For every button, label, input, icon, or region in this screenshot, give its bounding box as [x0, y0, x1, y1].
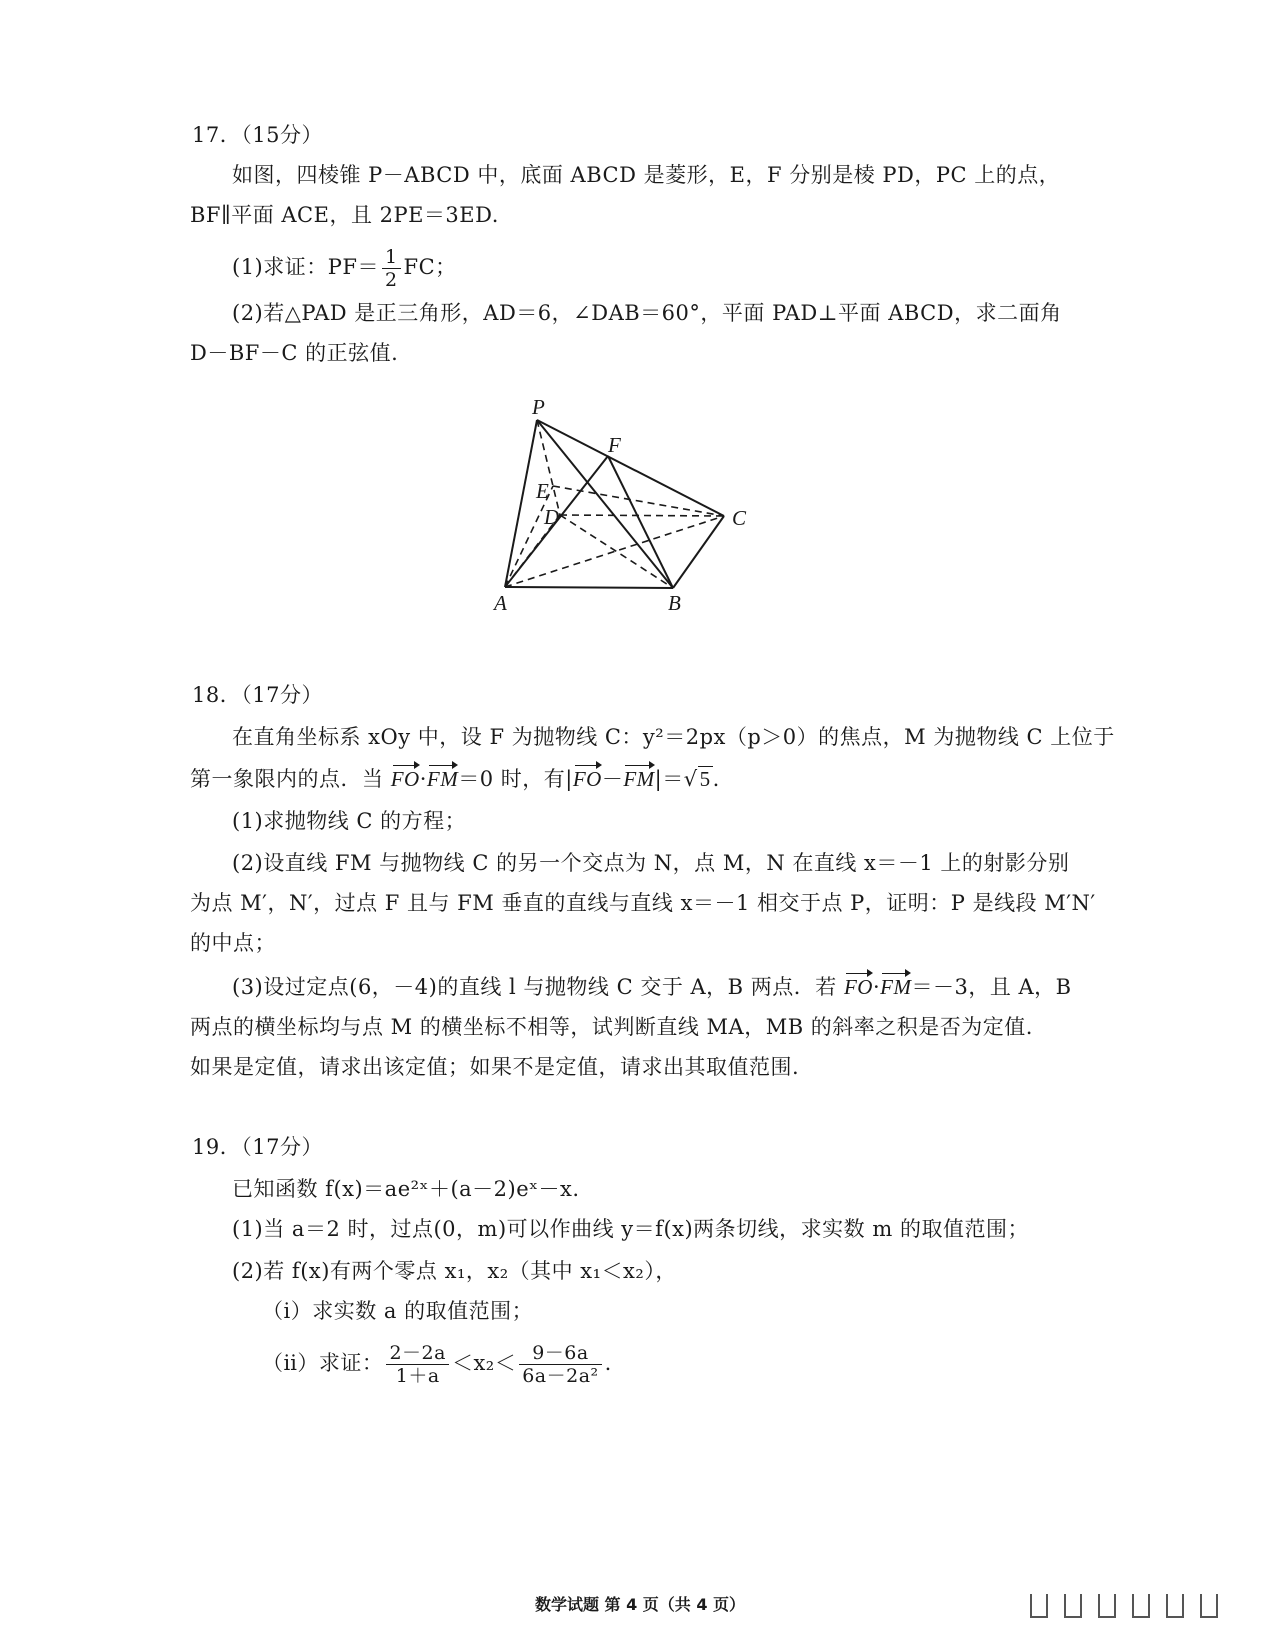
label-E: E: [536, 479, 549, 503]
edge-AB: [505, 587, 673, 588]
q19-part2-ii: [262, 1342, 612, 1387]
mark-2: [1064, 1594, 1082, 1618]
mark-4: [1132, 1594, 1150, 1618]
vector-FM: FM: [427, 764, 458, 794]
corner-marks: [1030, 1594, 1234, 1622]
fraction1-den: 1＋a: [395, 1365, 440, 1387]
page-footer: 数学试题 第 4 页（共 4 页）: [534, 1595, 746, 1614]
dot-operator-2: ·: [872, 975, 881, 999]
vector-FM-2: FM: [623, 764, 654, 794]
edge-PA: [505, 420, 537, 587]
edge-BC: [673, 516, 724, 588]
fraction2-den: 6a－2a²: [522, 1365, 599, 1387]
pyramid-figure: [480, 390, 780, 640]
q19-part2: (2)若 f(x)有两个零点 x₁，x₂（其中 x₁＜x₂），: [232, 1259, 677, 1283]
q17-fraction-num: 1: [382, 246, 401, 269]
fraction-upper-bound: [519, 1342, 601, 1387]
q17-header: 17．（15分）: [192, 123, 323, 147]
q18-part3-a: (3)设过定点(6，－4)的直线 l 与抛物线 C 交于 A，B 两点．若: [232, 975, 844, 999]
label-F: F: [608, 433, 621, 457]
q19-part1: (1)当 a＝2 时，过点(0，m)可以作曲线 y＝f(x)两条切线，求实数 m 的取值范围；: [232, 1217, 1029, 1241]
vector-FO: FO: [391, 764, 420, 794]
vector-FO-3: FO: [844, 972, 873, 1002]
q18-part2-line3: 的中点；: [190, 931, 276, 955]
mark-1: [1030, 1594, 1048, 1618]
q18-line2-a: 第一象限内的点．当: [190, 767, 391, 791]
sqrt-symbol: √: [683, 767, 698, 791]
dot-operator: ·: [419, 767, 427, 791]
mark-5: [1166, 1594, 1184, 1618]
label-D: D: [544, 505, 560, 529]
edge-DC: [560, 515, 724, 516]
q18-header: 18．（17分）: [192, 683, 323, 707]
q18-part3-line1: [232, 972, 1072, 1002]
q17-text-line1: 如图，四棱锥 P－ABCD 中，底面 ABCD 是菱形，E，F 分别是棱 PD，PC 上的点，: [232, 163, 1061, 187]
q18-part2-line1: (2)设直线 FM 与抛物线 C 的另一个交点为 N，点 M，N 在直线 x＝－1 上的射影分别: [232, 851, 1070, 875]
q18-part2-line2: 为点 M′，N′，过点 F 且与 FM 垂直的直线与直线 x＝－1 相交于点 P，证明：P 是线段 M′N′: [190, 891, 1096, 915]
q18-part3-line3: 如果是定值，请求出该定值；如果不是定值，请求出其取值范围.: [190, 1055, 800, 1079]
q17-part1-suffix: FC；: [403, 255, 457, 279]
sqrt-value: 5: [699, 767, 711, 791]
q18-line2-c: |＝: [654, 767, 684, 791]
q17-part2-line2: D－BF－C 的正弦值.: [190, 341, 399, 365]
q19-ii-prefix: （ⅱ）求证：: [262, 1351, 384, 1375]
label-C: C: [732, 506, 747, 530]
q17-part1-prefix: (1)求证：PF＝: [232, 255, 379, 279]
q18-text-line2: [190, 764, 720, 794]
q18-part3-line2: 两点的横坐标均与点 M 的横坐标不相等，试判断直线 MA，MB 的斜率之积是否为定值.: [190, 1015, 1033, 1039]
q19-ii-mid: ＜x₂＜: [451, 1351, 517, 1375]
q18-line2-b: ＝0 时，有|: [458, 767, 573, 791]
mark-6: [1200, 1594, 1218, 1618]
q17-text-line2: BF∥平面 ACE，且 2PE＝3ED.: [190, 203, 499, 227]
q18-part1: (1)求抛物线 C 的方程；: [232, 809, 467, 833]
q17-part2-line1: (2)若△PAD 是正三角形，AD＝6，∠DAB＝60°，平面 PAD⊥平面 ABCD，求二面角: [232, 301, 1062, 325]
segment-BF: [608, 456, 673, 588]
q17-part1: [232, 246, 457, 291]
minus-operator: －: [601, 767, 624, 791]
label-P: P: [532, 395, 545, 419]
q19-part2-i: （ⅰ）求实数 a 的取值范围；: [262, 1299, 534, 1323]
diagonal-AC: [505, 516, 724, 587]
vector-FO-2: FO: [573, 764, 602, 794]
label-B: B: [668, 591, 681, 615]
q19-text-line1: 已知函数 f(x)＝ae²ˣ＋(a－2)eˣ－x.: [232, 1177, 580, 1201]
label-A: A: [494, 591, 507, 615]
q17-fraction: [382, 246, 401, 291]
q19-header: 19．（17分）: [192, 1135, 323, 1159]
q17-fraction-den: 2: [384, 269, 398, 291]
fraction-lower-bound: [386, 1342, 449, 1387]
q19-ii-suffix: .: [604, 1351, 612, 1375]
fraction2-num: 9－6a: [519, 1342, 601, 1365]
vector-FM-3: FM: [880, 972, 911, 1002]
fraction1-num: 2－2a: [386, 1342, 449, 1365]
segment-EC: [553, 486, 724, 516]
q18-text-line1: 在直角坐标系 xOy 中，设 F 为抛物线 C：y²＝2px（p＞0）的焦点，M 为抛物线 C 上位于: [232, 725, 1115, 749]
mark-3: [1098, 1594, 1116, 1618]
q18-line2-d: .: [712, 767, 720, 791]
q18-part3-b: ＝－3，且 A，B: [911, 975, 1072, 999]
